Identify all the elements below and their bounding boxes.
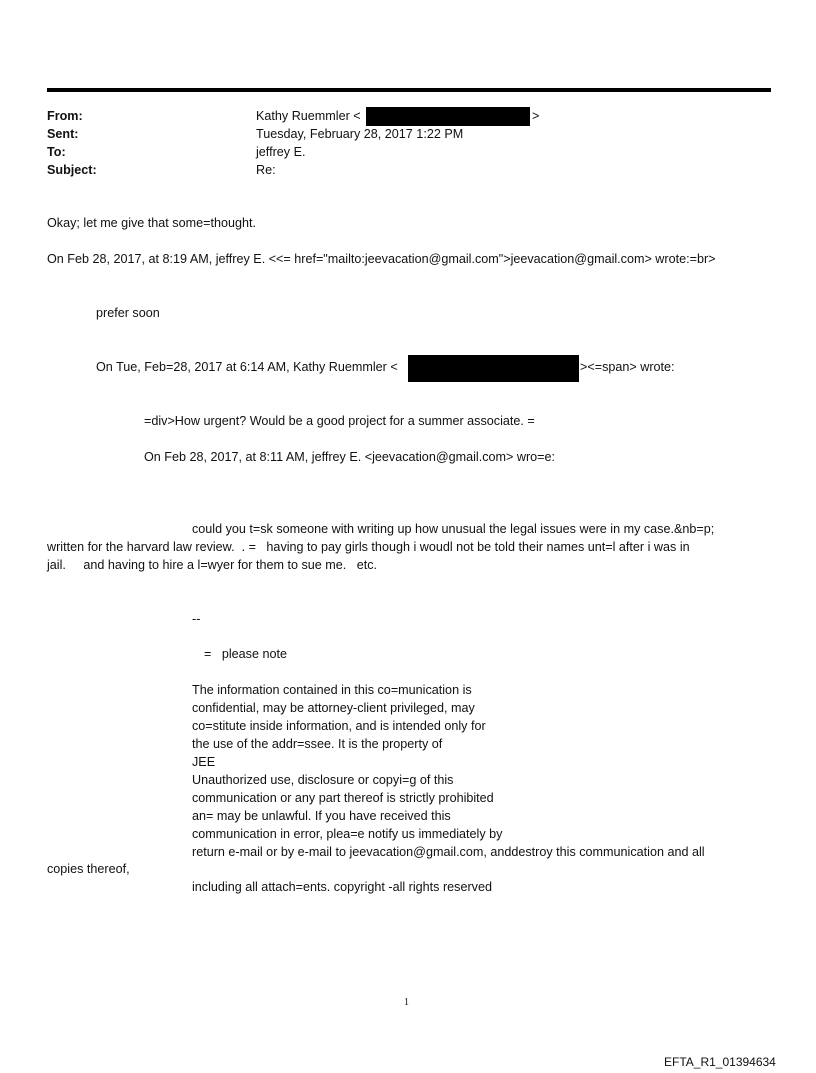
- sent-label: Sent:: [47, 127, 79, 141]
- quote3-line1: could you t=sk someone with writing up how unusual the legal issues were in my case.&nb=p;: [192, 522, 715, 536]
- quote2-text: =div>How urgent? Would be a good project for a summer associate. =: [144, 414, 535, 428]
- header-rule: [47, 88, 771, 92]
- disclaimer-line: communication in error, plea=e notify us immediately by: [192, 827, 503, 841]
- disclaimer-line: an= may be unlawful. If you have received this: [192, 809, 451, 823]
- quote1-text: prefer soon: [96, 306, 160, 320]
- from-value: Kathy Ruemmler <: [256, 109, 361, 123]
- quote2-intro-a: On Tue, Feb=28, 2017 at 6:14 AM, Kathy Ruemmler <: [96, 360, 398, 374]
- sent-value: Tuesday, February 28, 2017 1:22 PM: [256, 127, 464, 141]
- redaction-from-email: [366, 107, 530, 126]
- signature-dash: --: [192, 612, 201, 626]
- from-value-end: >: [532, 109, 540, 123]
- quote2-intro-b: ><=span> wrote:: [580, 360, 675, 374]
- disclaimer-line: JEE: [192, 755, 216, 769]
- bates-number: EFTA_R1_01394634: [664, 1055, 776, 1069]
- disclaimer-last: including all attach=ents. copyright -all rights reserved: [192, 880, 492, 894]
- page-number: 1: [404, 997, 409, 1008]
- subject-label: Subject:: [47, 163, 97, 177]
- disclaimer-line: return e-mail or by e-mail to jeevacation@gmail.com, anddestroy this communication and all: [192, 845, 705, 859]
- disclaimer-line: The information contained in this co=munication is: [192, 683, 472, 697]
- to-value: jeffrey E.: [256, 145, 306, 159]
- signature-note: = please note: [204, 647, 287, 661]
- quote3-intro: On Feb 28, 2017, at 8:11 AM, jeffrey E. <jeevacation@gmail.com> wro=e:: [144, 450, 555, 464]
- disclaimer-line: co=stitute inside information, and is intended only for: [192, 719, 486, 733]
- disclaimer-line: confidential, may be attorney-client privileged, may: [192, 701, 475, 715]
- disclaimer-line: the use of the addr=ssee. It is the property of: [192, 737, 443, 751]
- subject-value: Re:: [256, 163, 276, 177]
- from-label: From:: [47, 109, 83, 123]
- quote3-line2: written for the harvard law review. . = having to pay girls though i woudl not be told their names unt=l after i was in: [47, 540, 690, 554]
- reply-text: Okay; let me give that some=thought.: [47, 216, 256, 230]
- disclaimer-wrap: copies thereof,: [47, 862, 130, 876]
- disclaimer-line: communication or any part thereof is strictly prohibited: [192, 791, 494, 805]
- to-label: To:: [47, 145, 66, 159]
- quote1-intro: On Feb 28, 2017, at 8:19 AM, jeffrey E. <<= href="mailto:jeevacation@gmail.com">jeevacation@gmail.com> wrote:=br>: [47, 252, 716, 266]
- disclaimer-line: Unauthorized use, disclosure or copyi=g of this: [192, 773, 454, 787]
- redaction-quote-email: [408, 355, 579, 382]
- quote3-line3: jail. and having to hire a l=wyer for them to sue me. etc.: [47, 558, 378, 572]
